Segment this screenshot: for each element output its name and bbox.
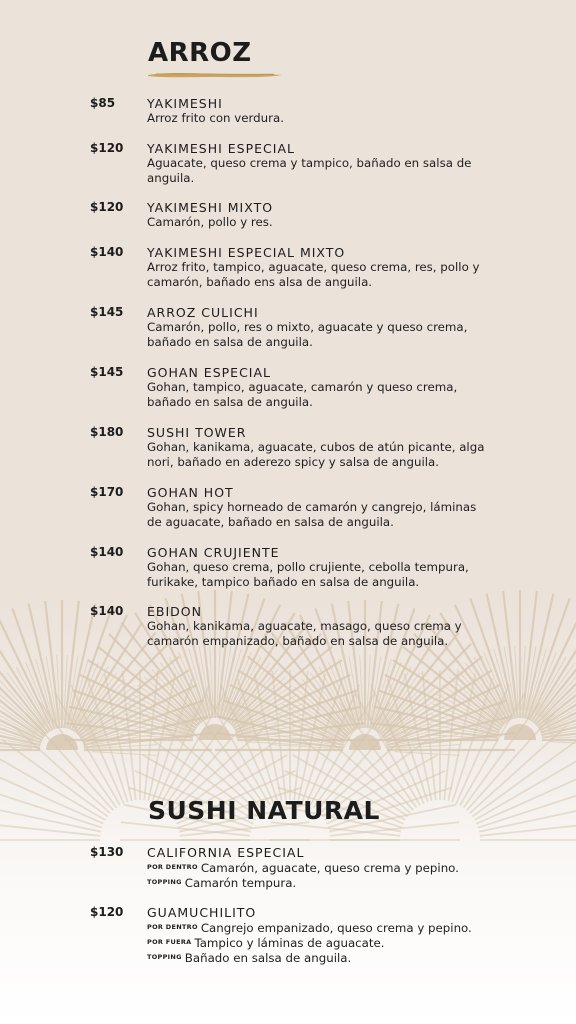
- item-price: $180: [90, 425, 124, 439]
- item-name: CALIFORNIA ESPECIAL: [147, 845, 305, 860]
- item-name: GOHAN HOT: [147, 485, 234, 500]
- item-description: Gohan, queso crema, pollo crujiente, cebolla tempura, furikake, tampico bañado en salsa de anguila.: [147, 560, 469, 589]
- item-name: YAKIMESHI ESPECIAL: [147, 141, 295, 156]
- item-name: YAKIMESHI: [147, 96, 223, 111]
- detail-tag: POR DENTRO: [147, 863, 198, 871]
- item-name: ARROZ CULICHI: [147, 305, 259, 320]
- item-price: $145: [90, 365, 124, 379]
- item-name: YAKIMESHI ESPECIAL MIXTO: [147, 245, 346, 260]
- item-name: SUSHI TOWER: [147, 425, 247, 440]
- item-description: Gohan, tampico, aguacate, camarón y queso crema, bañado en salsa de anguila.: [147, 380, 458, 409]
- item-description: Gohan, kanikama, aguacate, cubos de atún picante, alga nori, bañado en aderezo spicy y salsa de anguila.: [147, 440, 485, 469]
- detail-text: Cangrejo empanizado, queso crema y pepino.: [200, 921, 472, 935]
- item-price: $120: [90, 905, 124, 919]
- item-detail-line: [147, 875, 296, 891]
- item-price: $120: [90, 141, 124, 155]
- detail-tag: POR DENTRO: [147, 923, 198, 931]
- item-description: Aguacate, queso crema y tampico, bañado en salsa de anguila.: [147, 156, 472, 185]
- item-detail-line: [147, 860, 459, 876]
- item-price: $170: [90, 485, 124, 499]
- detail-text: Tampico y láminas de aguacate.: [194, 936, 385, 950]
- item-price: $140: [90, 545, 124, 559]
- item-name: GOHAN CRUJIENTE: [147, 545, 280, 560]
- item-description: Camarón, pollo y res.: [147, 215, 273, 229]
- gold-brush-underline: [146, 70, 284, 80]
- item-price: $85: [90, 96, 116, 110]
- item-price: $140: [90, 245, 124, 259]
- item-description: Gohan, kanikama, aguacate, masago, queso crema y camarón empanizado, bañado en salsa de anguila.: [147, 619, 462, 648]
- item-name: GUAMUCHILITO: [147, 905, 257, 920]
- item-detail-line: [147, 920, 472, 936]
- item-name: YAKIMESHI MIXTO: [147, 200, 274, 215]
- detail-tag: TOPPING: [147, 953, 182, 961]
- section-title-sushi-natural: SUSHI NATURAL: [148, 796, 380, 825]
- item-price: $145: [90, 305, 124, 319]
- item-description: Camarón, pollo, res o mixto, aguacate y queso crema, bañado en salsa de anguila.: [147, 320, 468, 349]
- item-price: $140: [90, 604, 124, 618]
- detail-tag: POR FUERA: [147, 938, 192, 946]
- item-description: Arroz frito, tampico, aguacate, queso crema, res, pollo y camarón, bañado ens alsa de anguila.: [147, 260, 480, 289]
- detail-text: Camarón tempura.: [184, 876, 297, 890]
- item-price: $120: [90, 200, 124, 214]
- detail-text: Bañado en salsa de anguila.: [184, 951, 352, 965]
- item-description: Arroz frito con verdura.: [147, 111, 284, 125]
- item-name: GOHAN ESPECIAL: [147, 365, 271, 380]
- item-detail-line: [147, 950, 351, 966]
- section-title-arroz: ARROZ: [148, 38, 252, 68]
- detail-text: Camarón, aguacate, queso crema y pepino.: [200, 861, 459, 875]
- item-name: EBIDON: [147, 604, 202, 619]
- item-detail-line: [147, 935, 385, 951]
- item-description: Gohan, spicy horneado de camarón y cangrejo, láminas de aguacate, bañado en salsa de anguila.: [147, 500, 477, 529]
- item-price: $130: [90, 845, 124, 859]
- detail-tag: TOPPING: [147, 878, 182, 886]
